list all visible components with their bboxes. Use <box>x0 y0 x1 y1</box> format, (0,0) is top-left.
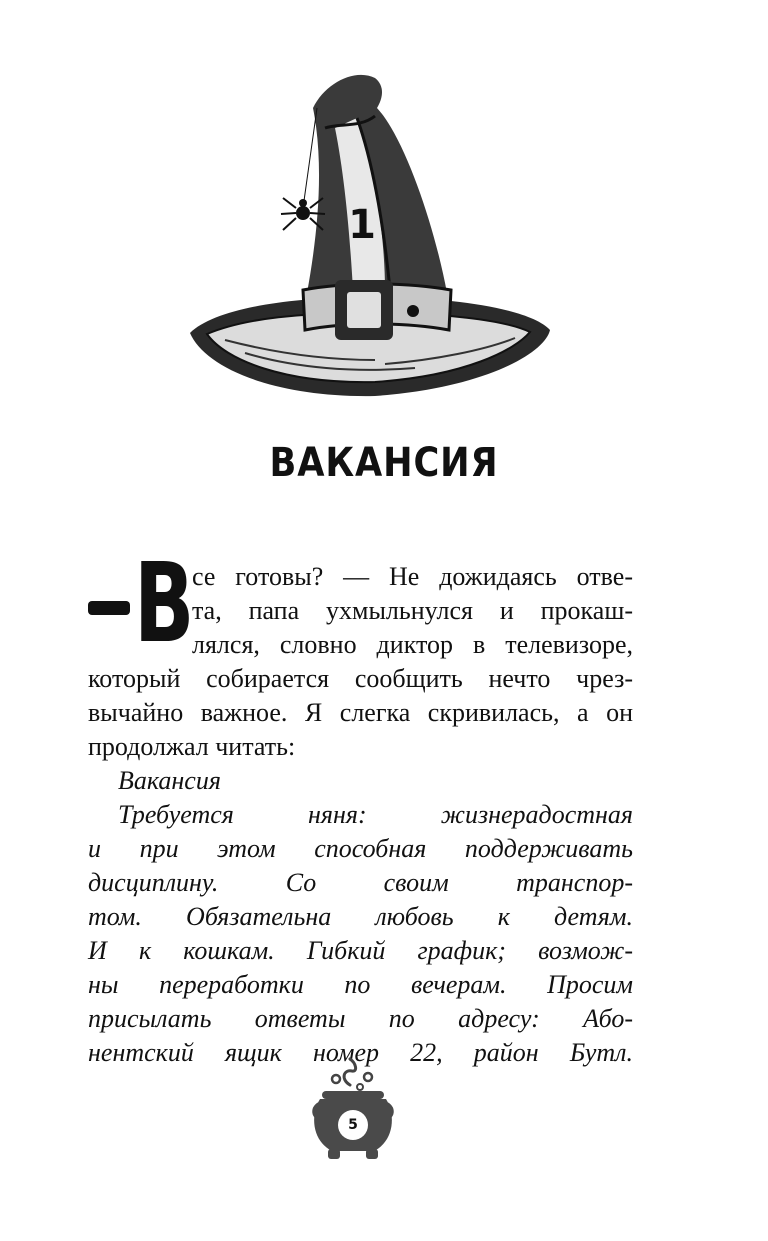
letter-line: ны переработки по вечерам. Просим <box>88 970 633 999</box>
page-number: 5 <box>338 1110 368 1140</box>
letter-line: дисциплину. Со своим транспор- <box>88 868 633 897</box>
body-line: вычайно важное. Я слегка скривилась, а он <box>88 698 633 727</box>
letter-line: И к кошкам. Гибкий график; возмож- <box>88 936 633 965</box>
body-line: се готовы? — Не дожидаясь отве- <box>192 562 633 591</box>
letter-line: нентский ящик номер 22, район Бутл. <box>88 1038 633 1067</box>
chapter-number: 1 <box>348 202 376 248</box>
body-line: продолжал читать: <box>88 732 296 761</box>
witch-hat-icon <box>185 68 555 408</box>
letter-line: и при этом способная поддерживать <box>88 834 633 863</box>
chapter-title: ВАКАНСИЯ <box>269 440 499 486</box>
body-line: лялся, словно диктор в телевизоре, <box>192 630 633 659</box>
body-line: который собирается сообщить нечто чрез- <box>88 664 633 693</box>
letter-line: том. Обязательна любовь к детям. <box>88 902 633 931</box>
drop-cap: В <box>134 539 195 667</box>
body-text <box>88 560 633 1070</box>
letter-line: Требуется няня: жизнерадостная <box>118 800 633 829</box>
letter-line: присылать ответы по адресу: Або- <box>88 1004 633 1033</box>
body-line: та, папа ухмыльнулся и прокаш- <box>192 596 633 625</box>
letter-heading: Вакансия <box>118 766 221 795</box>
